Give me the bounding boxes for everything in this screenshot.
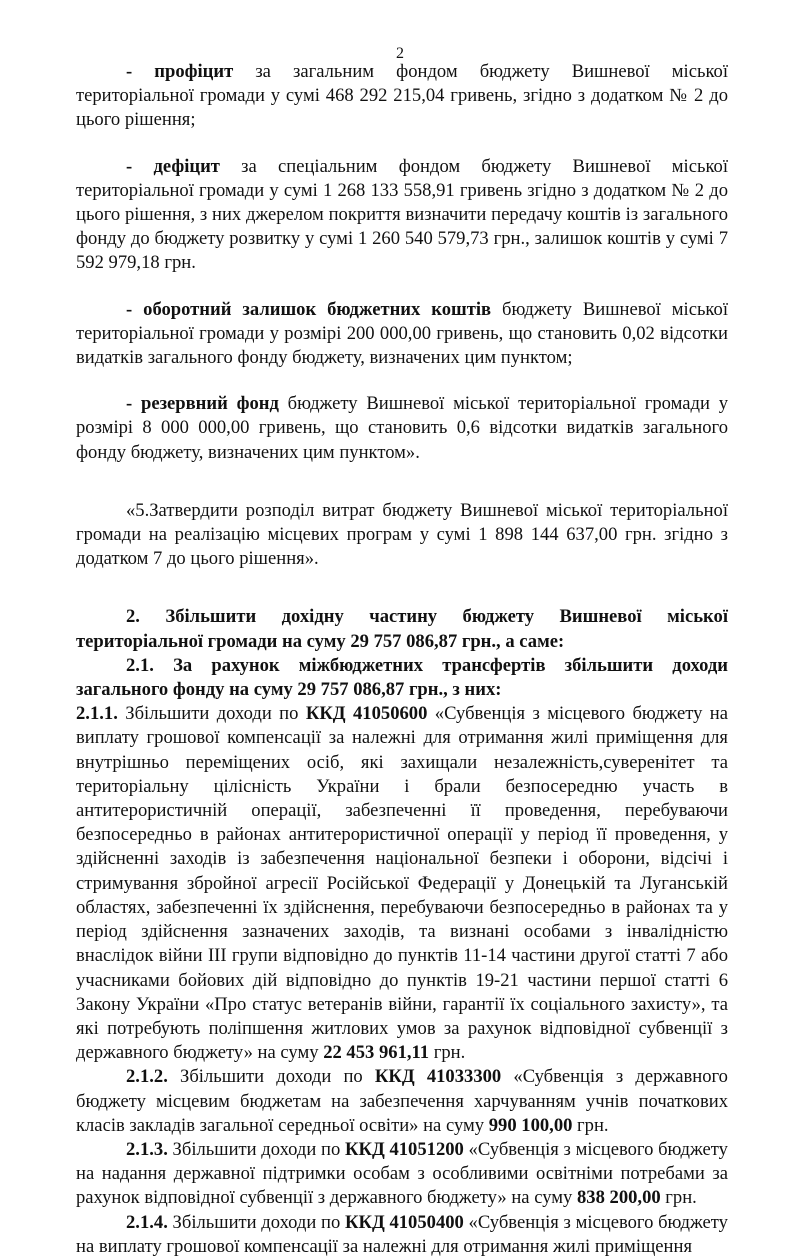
- item-surplus: [76, 60, 728, 133]
- document-body: [76, 60, 728, 1259]
- item-dash: -: [126, 393, 141, 415]
- subsection-suffix: грн.: [429, 1042, 466, 1064]
- item-term: резервний фонд: [140, 393, 279, 415]
- subsection-number: 2.1.4.: [126, 1211, 168, 1233]
- item-reserve-fund: [76, 392, 728, 465]
- item-working-balance: [76, 298, 728, 371]
- section-2-1-heading: [76, 654, 728, 702]
- subsection-kkd: ККД 41051200: [345, 1138, 464, 1160]
- subsection-kkd: ККД 41050600: [305, 703, 428, 725]
- paragraph-5: «5.Затвердити розподіл витрат бюджету Вишневої міської територіальної громади на реалізацію місцевих програм у сумі 1 898 144 637,00 грн. згідно з додатком 7 до цього рішення».: [76, 499, 728, 570]
- subsection-number: 2.1.1.: [76, 703, 118, 725]
- item-deficit: [76, 155, 728, 276]
- subsection-number: 2.1.2.: [126, 1066, 168, 1088]
- item-term: профіцит: [154, 61, 234, 82]
- item-term: дефіцит: [153, 155, 220, 177]
- subsection-amount: 22 453 961,11: [323, 1042, 430, 1064]
- item-term: оборотний залишок бюджетних коштів: [143, 298, 492, 320]
- subsection-pre: Збільшити доходи по: [167, 1211, 345, 1233]
- subsection-text: «Субвенція з державного бюджету місцевим бюджетам на забезпечення харчуванням учнів початкових класів закладів загальної середньої освіти» на суму: [76, 1066, 728, 1136]
- subsection-pre: Збільшити доходи по: [117, 703, 306, 725]
- item-text: бюджету Вишневої міської територіальної громади у розмірі 8 000 000,00 гривень, що становить 0,6 відсотки видатків загального фонду бюджету, визначених цим пунктом».: [76, 393, 728, 463]
- item-dash: -: [126, 155, 154, 177]
- subsection-amount: 838 200,00: [576, 1187, 661, 1209]
- subsection-2-1-4: [76, 1211, 728, 1259]
- subsection-text: «Субвенція з місцевого бюджету на надання державної підтримки особам з особливими освітніми потребами за рахунок відповідної субвенції з державного бюджету» на суму: [76, 1138, 728, 1209]
- subsection-pre: Збільшити доходи по: [167, 1066, 375, 1088]
- subsection-number: 2.1.3.: [126, 1138, 168, 1160]
- item-dash: -: [126, 298, 144, 320]
- section-2-1-text: 2.1. За рахунок міжбюджетних трансфертів збільшити доходи загального фонду на суму 29 757 086,87 грн., з них:: [76, 654, 728, 701]
- subsection-text: «Субвенція з місцевого бюджету на виплату грошової компенсації за належні для отримання жилі приміщення для внутрішньо переміщених осіб, які захищали незалежність,суверенітет та територіальну цілісність України і брали безпосередню участь в антитерористичній операції, забезпеченні її проведення, перебуваючи безпосередньо в районах антитерористичної операції у період її проведення, у здійсненні заходів із забезпечення національної безпеки і оборони, відсічі і стримування збройної агресії Російської Федерації у Донецькій та Луганській областях, забезпеченні їх здійснення, перебуваючи безпосередньо в районах та у період здійснення зазначених заходів, та визнані особами з інвалідністю внаслідок війни ІІІ групи відповідно до пунктів 11-14 частини другої статті 7 або учасниками бойових дій відповідно до пунктів 19-21 частини першої статті 6 Закону України «Про статус ветеранів війни, гарантії їх соціального захисту», та які потребують поліпшення житлових умов за рахунок відповідної субвенції з державного бюджету» на суму: [76, 703, 728, 1064]
- subsection-amount: 990 100,00: [488, 1114, 573, 1136]
- subsection-pre: Збільшити доходи по: [167, 1138, 345, 1160]
- subsection-suffix: грн.: [660, 1187, 697, 1209]
- subsection-text: «Субвенція з місцевого бюджету на виплату грошової компенсації за належні для отримання жилі приміщення: [76, 1211, 728, 1257]
- subsection-suffix: грн.: [572, 1114, 609, 1136]
- item-dash: -: [126, 61, 155, 82]
- subsection-2-1-2: [76, 1065, 728, 1138]
- subsection-kkd: ККД 41050400: [345, 1211, 464, 1233]
- subsection-2-1-3: [76, 1138, 728, 1211]
- subsection-kkd: ККД 41033300: [374, 1066, 502, 1088]
- section-2-heading: [76, 605, 728, 653]
- item-text: за загальним фондом бюджету Вишневої міської територіальної громади у сумі 468 292 215,04 гривень, згідно з додатком № 2 до цього рішення;: [76, 61, 728, 131]
- item-text: за спеціальним фондом бюджету Вишневої міської територіальної громади у сумі 1 268 133 558,91 гривень згідно з додатком № 2 до цього рішення, з них джерелом покриття визначити передачу коштів із загального фонду до бюджету розвитку у сумі 1 260 540 579,73 грн., залишок коштів у сумі 7 592 979,18 грн.: [76, 155, 728, 274]
- page-number: 2: [396, 45, 404, 62]
- item-text: бюджету Вишневої міської територіальної громади у розмірі 200 000,00 гривень, що становить 0,02 відсотки видатків загального фонду бюджету, визначених цим пунктом;: [76, 298, 728, 369]
- section-2-text: 2. Збільшити дохідну частину бюджету Вишневої міської територіальної громади на суму 29 757 086,87 грн., а саме:: [76, 606, 728, 652]
- subsection-2-1-1: [76, 702, 728, 1065]
